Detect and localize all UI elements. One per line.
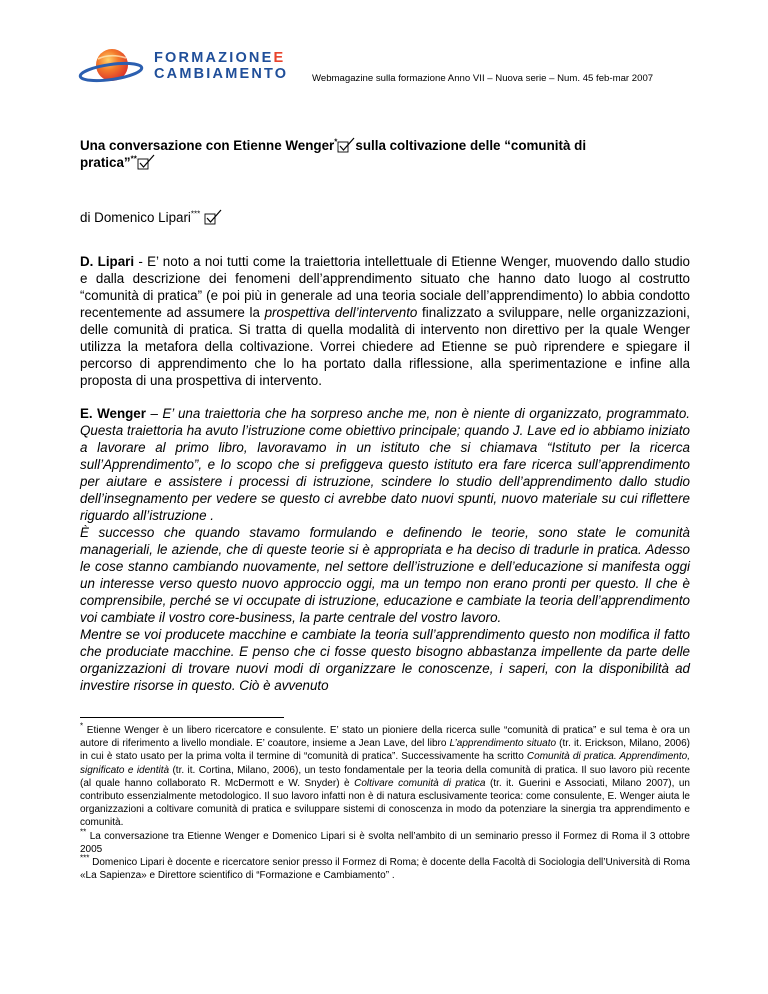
answer-paragraph-2 — [80, 524, 690, 626]
footnote-1-mark: * — [80, 721, 84, 731]
footnote-divider — [80, 717, 284, 718]
footnote-3 — [80, 853, 690, 882]
checkmark-icon — [204, 209, 222, 225]
answer-paragraph-3 — [80, 626, 690, 694]
article-author — [80, 209, 222, 225]
footnotes — [80, 721, 691, 882]
checkmark-icon — [137, 154, 155, 170]
footnote-mark-1[interactable]: * — [334, 137, 338, 147]
speaker-lipari: D. Lipari — [80, 254, 135, 269]
footnote-1 — [80, 721, 691, 830]
footnote-3-mark: *** — [80, 853, 90, 863]
footnote-1-text-d: (tr. it. Guerini e Associati, Milano 2007), un contributo essenzialmente metodologico. Il suo lavoro infatti non è di natura esclusivamente teorica: come consulente, E. Wenger aiuta le organizzazioni a coltivare comunità di pratica e sviluppare sistemi di conoscenza in modo da potenziare la sinergia tra apprendimento e comunità. — [80, 777, 690, 829]
article-body — [80, 253, 690, 694]
intro-text-b: finalizzato a sviluppare, nelle organizzazioni, delle comunità di pratica. Si tratta di quella modalità di intervento non direttivo per la quale Wenger utilizza la metafora della coltivazione. Vorrei chiedere ad Etienne se può riprendere e spiegare il percorso di apprendimento che lo ha portato dalla riflessione, alla sperimentazione e infine alla proposta di una prospettiva di intervento. — [80, 305, 690, 388]
intro-text-a: - E’ noto a noi tutti come la traiettoria intellettuale di Etienne Wenger, muovendo dallo studio e dalla descrizione dei fenomeni dell’apprendimento situato che hanno dato luogo al costrutto “comunità di pratica” (e poi più in generale ad una teoria sociale dell’apprendimento) lo abbia condotto recentemente ad assumere la — [80, 254, 690, 320]
title-part-3: pratica” — [80, 155, 131, 170]
speaker-wenger: E. Wenger — [80, 406, 146, 421]
magazine-header: Webmagazine sulla formazione Anno VII – Nuova serie – Num. 45 feb-mar 2007 — [312, 73, 654, 84]
answer-dash: – — [145, 406, 163, 421]
answer-paragraph-1 — [80, 405, 690, 524]
footnote-1-text-a: Etienne Wenger è un libero ricercatore e consulente. E’ stato un pioniere della ricerca sulle “comunità di pratica” e sul tema è ora un autore di riferimento a livello mondiale. E’ coautore, insieme a Jean Lave, del libro — [80, 725, 690, 750]
footnote-1-italic-c: Coltivare comunità di pratica — [354, 777, 486, 789]
footnote-1-text-b: (tr. it. Erickson, Milano, 2006) in cui è stato usato per la prima volta il termine di “comunità di pratica”. Successivamente ha scritto — [80, 738, 691, 763]
footnote-2-text: La conversazione tra Etienne Wenger e Domenico Lipari si è svolta nell’ambito di un seminario presso il Formez di Roma il 3 ottobre 2005 — [80, 830, 690, 855]
title-part-1: Una conversazione con Etienne Wenger — [80, 138, 335, 153]
logo-word-formazione: FORMAZIONE — [154, 50, 274, 66]
intro-italic: prospettiva dell’intervento — [264, 305, 418, 320]
footnote-1-italic-a: L’apprendimento situato — [449, 738, 557, 750]
footnote-3-text: Domenico Lipari è docente e ricercatore senior presso il Formez di Roma; è docente della Facoltà di Sociologia dell’Università di Roma «La Sapienza» e Direttore scientifico di “Formazione e Cambiamento” . — [80, 857, 690, 882]
checkmark-icon — [337, 137, 355, 153]
intro-paragraph — [80, 253, 690, 389]
author-name: di Domenico Lipari — [80, 210, 191, 225]
answer-text-2: È successo che quando stavamo formulando e definendo le teorie, sono state le comunità manageriali, le aziende, che di queste teorie si è appropriata e ha deciso di tradurle in pratica. Adesso le cose stanno cambiando nuovamente, nel settore dell’istruzione e dell’educazione si manifesta oggi un interesse verso questo nuovo approccio oggi, ma un tempo non erano pronti per questo. Il che è comprensibile, perché se vi occupate di istruzione, educazione e cambiate la teoria dell’apprendimento voi cambiate il vostro core-business, la parte centrale del vostro lavoro. — [80, 525, 690, 625]
logo-letter-e: E — [273, 50, 286, 66]
title-part-2: sulla coltivazione delle “comunità di — [355, 138, 587, 153]
logo-globe-icon — [78, 46, 150, 88]
footnote-mark-2[interactable]: ** — [130, 154, 137, 164]
logo — [78, 46, 308, 88]
answer-text-1: E’ una traiettoria che ha sorpreso anche me, non è niente di organizzato, programmato. Questa traiettoria ha avuto l’istruzione come obiettivo principale; quando J. Lave ed io abbiamo iniziato a lavorare al primo libro, lavoravamo in un istituto che si chiamava “Istituto per la ricerca sull’Apprendimento”, e lo scopo che si prefiggeva questo istituto era fare ricerca sull’apprendimento per aiutare e assistere i processi di istruzione, scindere lo studio dell’apprendimento dallo studio dell’insegnamento per vedere se questo ci avrebbe dato nuovi spunti, nuovo materiale su cui riflettere riguardo all’istruzione . — [80, 406, 691, 523]
footnote-1-italic-b: Comunità di pratica. Apprendimento, significato e identità — [80, 751, 690, 776]
answer-text-3: Mentre se voi producete macchine e cambiate la teoria sull’apprendimento questo non modifica il fatto che produciate macchine. E penso che ci fosse questo bisogno abbastanza impellente da parte delle organizzazioni di trovare nuovi modi di organizzare le conoscenze, i saperi, con la disponibilità ad investire risorse in questo. Ciò è avvenuto — [80, 627, 690, 693]
logo-word-cambiamento: CAMBIAMENTO — [154, 66, 289, 82]
footnote-2 — [80, 827, 690, 856]
footnote-1-text-c: (tr. it. Cortina, Milano, 2006), un testo fondamentale per la teoria della comunità di pratica. Il suo lavoro più recente (al quale hanno collaborato R. McDermott e W. Snyder) è — [80, 764, 691, 789]
logo-wordmark — [154, 50, 288, 82]
footnote-mark-3[interactable]: *** — [190, 209, 201, 219]
footnote-2-mark: ** — [80, 827, 87, 837]
article-title — [80, 137, 690, 171]
